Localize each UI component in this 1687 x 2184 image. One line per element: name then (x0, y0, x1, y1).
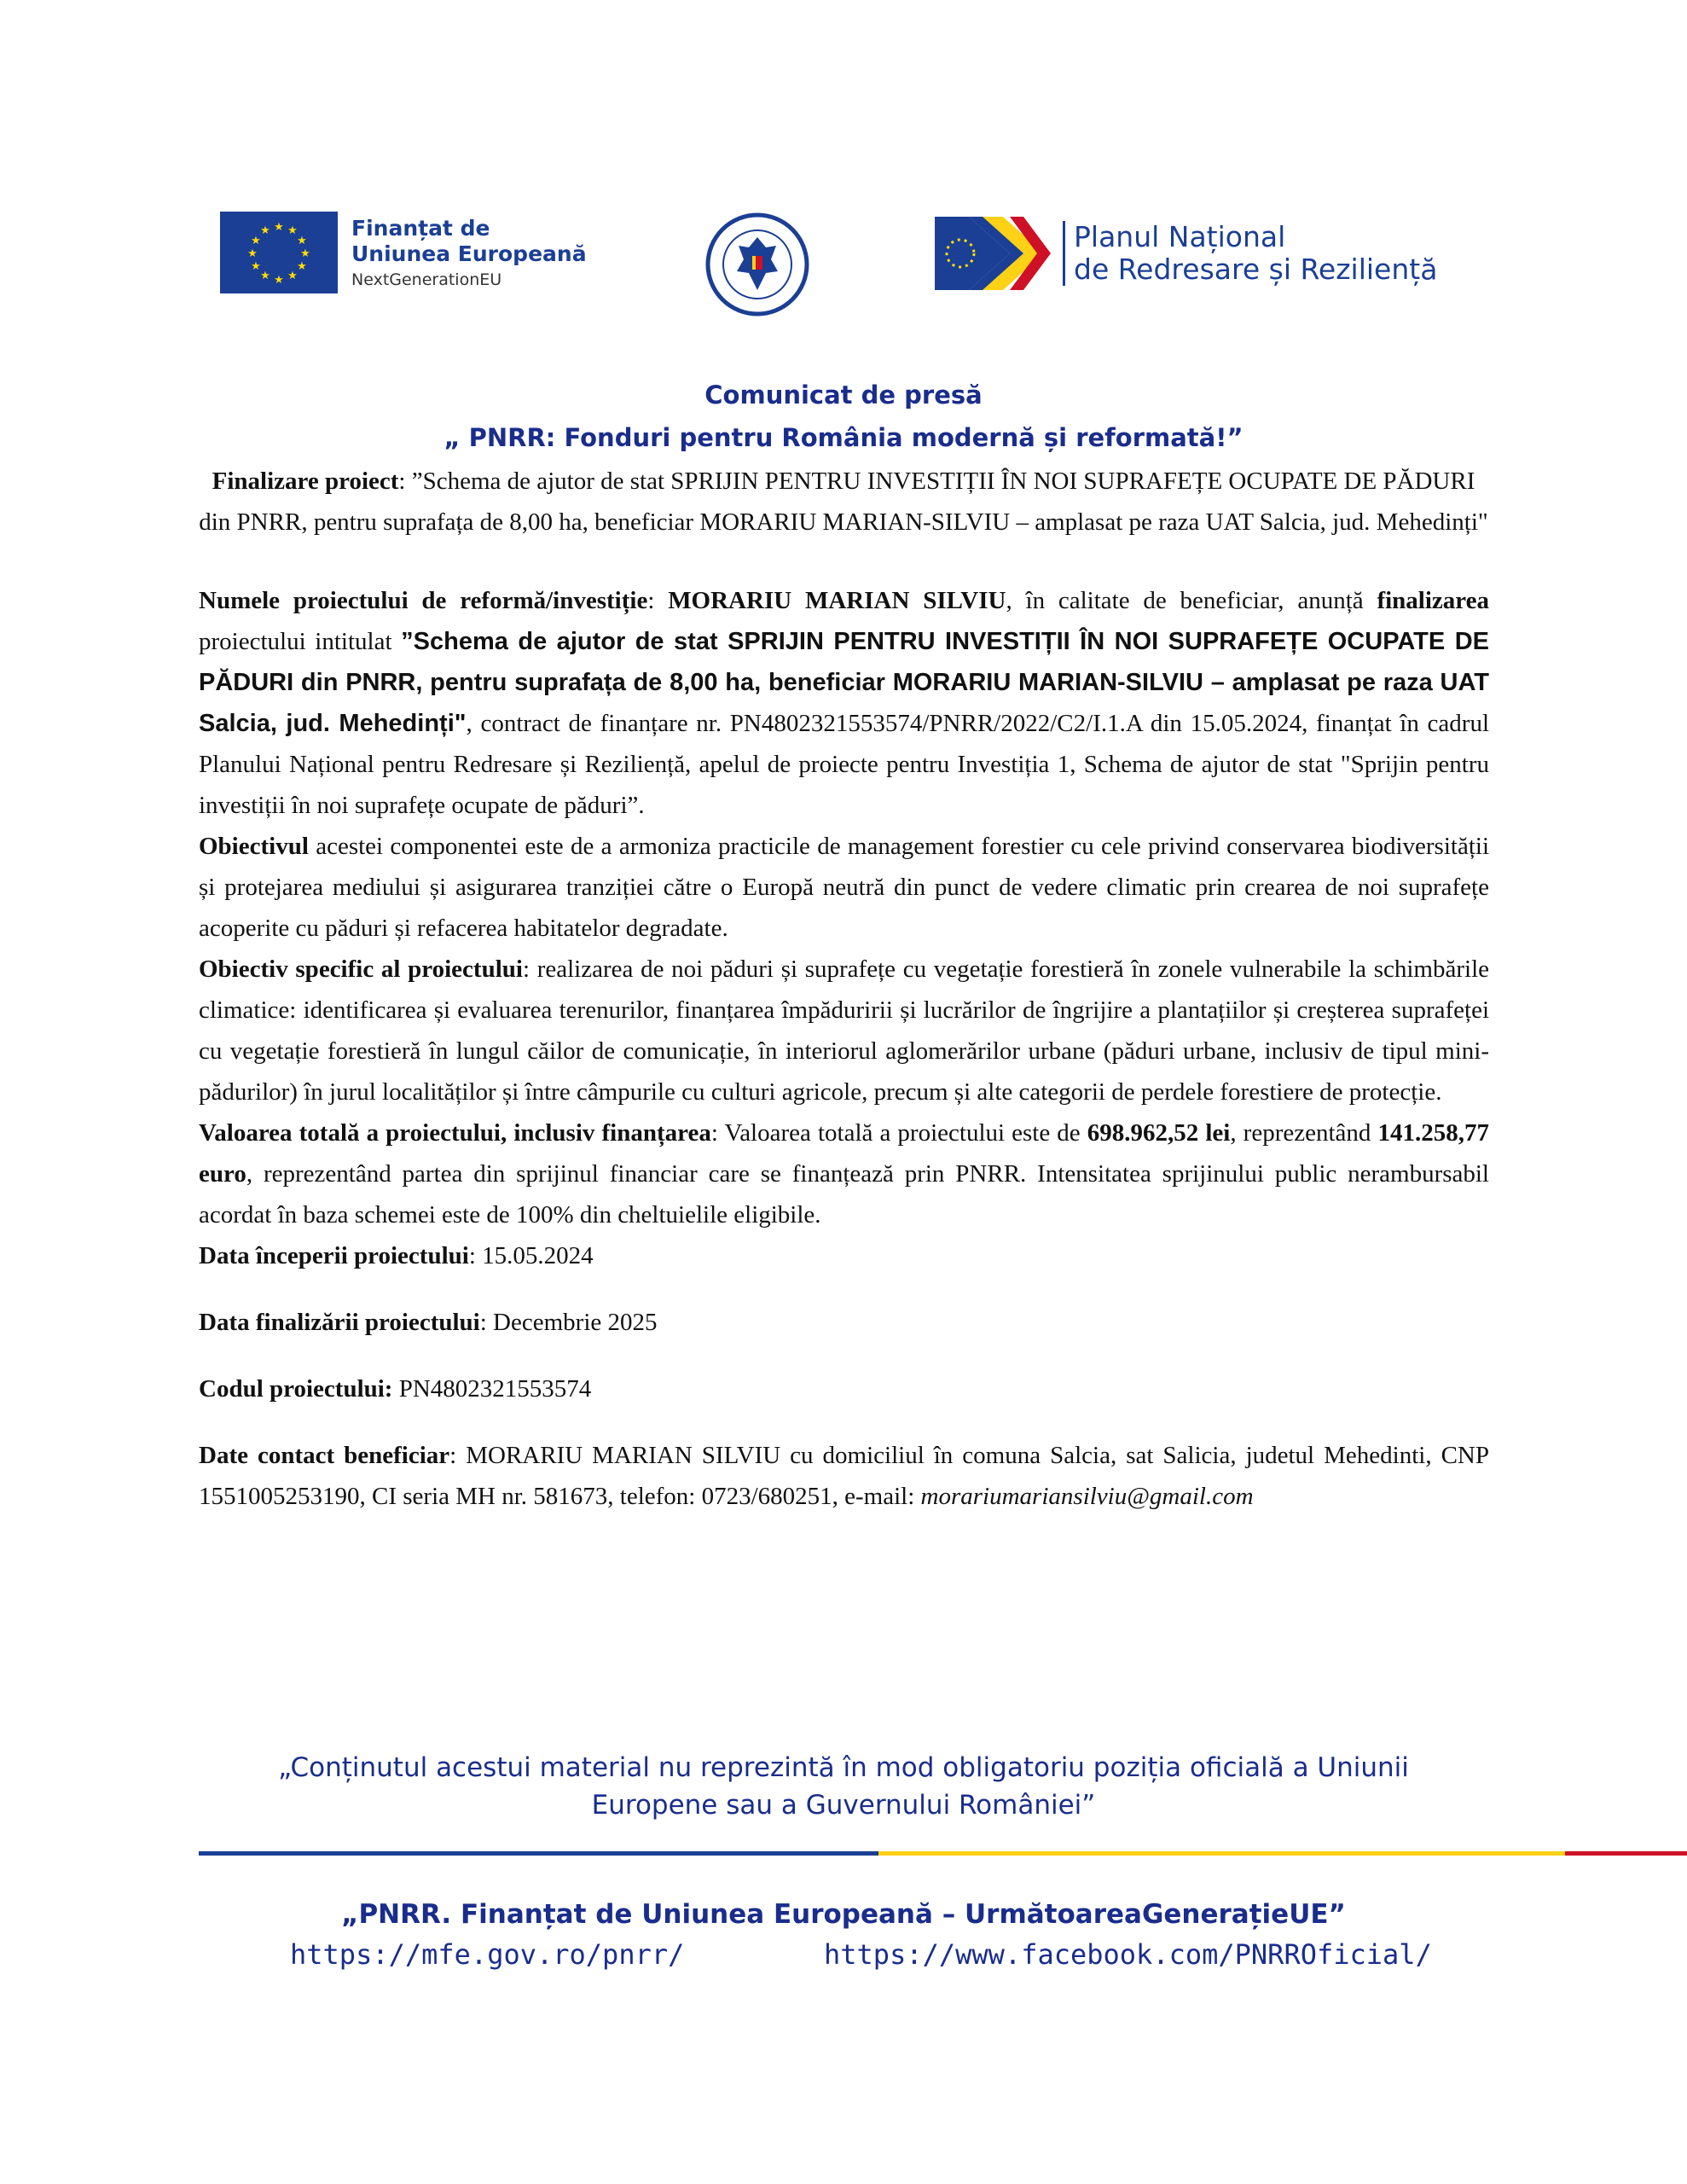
valoare-text-1: : Valoarea totală a proiectului este de (710, 1119, 1087, 1147)
svg-text:★: ★ (287, 269, 298, 282)
divider-blue (199, 1851, 878, 1856)
eu-logo-line2: Uniunea Europeană (351, 241, 587, 266)
pnrr-arrow-icon (935, 217, 1051, 290)
svg-text:★: ★ (251, 259, 261, 272)
document-body (199, 580, 1489, 1517)
valoare-paragraph (199, 1112, 1489, 1235)
footer-link-facebook[interactable]: https://www.facebook.com/PNRROficial/ (824, 1938, 1432, 1971)
svg-text:★: ★ (260, 224, 270, 236)
disclaimer-line2: Europene sau a Guvernului României” (591, 1790, 1096, 1821)
pnrr-logo-line2: de Redresare și Reziliență (1074, 253, 1438, 286)
finalizarea-word: finalizarea (1377, 587, 1489, 614)
numele-sep: : (647, 587, 669, 614)
pnrr-logo (935, 217, 1437, 290)
codul-label: Codul proiectului: (199, 1375, 393, 1403)
logo-bar (0, 205, 1687, 307)
numele-text-3: , contract de finanțare nr. PN4802321553574/PNRR/2022/C2/I.1.A din 15.05.2024, finanțat în cadrul Planului Național pentru Redresare și Reziliență, apelul de proiecte pentru Investiția 1, Schema de ajutor de stat "Sprijin pentru investiții în noi suprafețe ocupate de păduri”. (199, 710, 1490, 819)
project-title: ”Schema de ajutor de stat SPRIJIN PENTRU INVESTIȚII ÎN NOI SUPRAFEȚE OCUPATE DE PĂDURI din PNRR, pentru suprafața de 8,00 ha, beneficiar MORARIU MARIAN-SILVIU – amplasat pe raza UAT Salcia, jud. Mehedinți" (199, 628, 1489, 737)
page-title: Comunicat de presă (704, 380, 983, 410)
svg-text:★: ★ (251, 234, 261, 247)
data-inceperii-value: : 15.05.2024 (468, 1242, 594, 1269)
data-inceperii-paragraph (199, 1235, 1489, 1276)
disclaimer (0, 1749, 1687, 1824)
svg-text:★: ★ (260, 269, 270, 282)
government-seal-icon (704, 212, 810, 317)
numele-paragraph (199, 580, 1489, 826)
eu-logo-line3: NextGenerationEU (351, 270, 502, 289)
eu-logo (220, 212, 587, 293)
data-inceperii-label: Data începerii proiectului (199, 1242, 469, 1269)
obiectiv-specific-paragraph (199, 949, 1489, 1112)
svg-text:★: ★ (287, 224, 298, 236)
svg-text:★: ★ (297, 234, 307, 247)
contact-label: Date contact beneficiar (199, 1442, 450, 1469)
numele-text-1: , în calitate de beneficiar, anunță (1006, 587, 1377, 614)
valoare-text-3: , reprezentând partea din sprijinul financiar care se finanțează prin PNRR. Intensitatea sprijinului public nerambursabil acordat în baza schemei este de 100% din cheltuielile eligibile. (199, 1160, 1489, 1228)
divider-red (1565, 1851, 1687, 1856)
footer-tagline: „PNRR. Finanțat de Uniunea Europeană – UrmătoareaGenerațieUE” (341, 1899, 1346, 1930)
svg-text:★: ★ (297, 259, 307, 272)
valoare-text-2: , reprezentând (1230, 1119, 1378, 1147)
divider-yellow (878, 1851, 1565, 1856)
obiectiv-label: Obiectivul (199, 833, 309, 860)
svg-text:★: ★ (247, 247, 258, 259)
obiectiv-paragraph (199, 826, 1489, 949)
codul-value: PN4802321553574 (392, 1375, 592, 1403)
data-finalizarii-paragraph (199, 1302, 1489, 1343)
disclaimer-line1: „Conținutul acestui material nu reprezintă în mod obligatoriu poziția oficială a Uniunii (278, 1752, 1409, 1783)
svg-text:★: ★ (274, 220, 284, 233)
numele-label: Numele proiectului de reformă/investiție (199, 587, 648, 614)
data-finalizarii-label: Data finalizării proiectului (199, 1309, 480, 1336)
valoare-lei: 698.962,52 lei (1087, 1119, 1231, 1147)
finalizare-block (196, 461, 1491, 543)
codul-paragraph (199, 1368, 1489, 1409)
obiectiv-specific-text: : realizarea de noi păduri și suprafețe cu vegetație forestieră în zonele vulnerabile la schimbările climatice: identificarea și evaluarea terenurilor, finanțarea împăduririi și lucrărilor de îngrijire a plantațiilor și creșterea suprafeței cu vegetație forestieră în lungul căilor de comunicație, în interiorul aglomerărilor urbane (păduri urbane, inclusiv de tipul mini-pădurilor) în jurul localităților și între câmpurile cu culturi agricole, precum și alte categorii de perdele forestiere de protecție. (199, 956, 1489, 1106)
data-finalizarii-value: : Decembrie 2025 (479, 1309, 658, 1336)
finalizare-text: : ”Schema de ajutor de stat SPRIJIN PENTRU INVESTIȚII ÎN NOI SUPRAFEȚE OCUPATE DE PĂDURI din PNRR, pentru suprafața de 8,00 ha, beneficiar MORARIU MARIAN-SILVIU – amplasat pe raza UAT Salcia, jud. Mehedinți" (199, 468, 1488, 536)
page-subtitle: „ PNRR: Fonduri pentru România modernă și reformată!” (443, 423, 1244, 452)
contact-paragraph (199, 1435, 1489, 1517)
eu-flag-icon (220, 212, 338, 293)
valoare-label: Valoarea totală a proiectului, inclusiv finanțarea (199, 1119, 711, 1147)
eu-logo-line1: Finanțat de (351, 215, 490, 241)
svg-text:★: ★ (300, 247, 310, 259)
beneficiar-name: MORARIU MARIAN SILVIU (668, 587, 1006, 614)
numele-text-2: proiectului intitulat (199, 628, 402, 655)
contact-text: : MORARIU MARIAN SILVIU cu domiciliul în comuna Salcia, sat Salicia, judetul Mehedinti, CNP 1551005253190, CI seria MH nr. 581673, telefon: 0723/680251, e-mail: (199, 1442, 1489, 1510)
obiectiv-text: acestei componentei este de a armoniza practicile de management forestier cu cele privind conservarea biodiversității și protejarea mediului și asigurarea tranziției către o Europă neutră din punct de vedere climatic prin crearea de noi suprafețe acoperite cu păduri și refacerea habitatelor degradate. (199, 833, 1489, 942)
finalizare-label: Finalizare proiect (212, 468, 399, 495)
footer-link-mfe[interactable]: https://mfe.gov.ro/pnrr/ (290, 1938, 685, 1971)
svg-text:★: ★ (274, 273, 284, 286)
obiectiv-specific-label: Obiectiv specific al proiectului (199, 956, 523, 983)
contact-email[interactable]: morariumariansilviu@gmail.com (920, 1483, 1254, 1510)
valoare-euro: 141.258,77 euro (199, 1119, 1489, 1188)
pnrr-logo-line1: Planul Național (1074, 220, 1286, 254)
